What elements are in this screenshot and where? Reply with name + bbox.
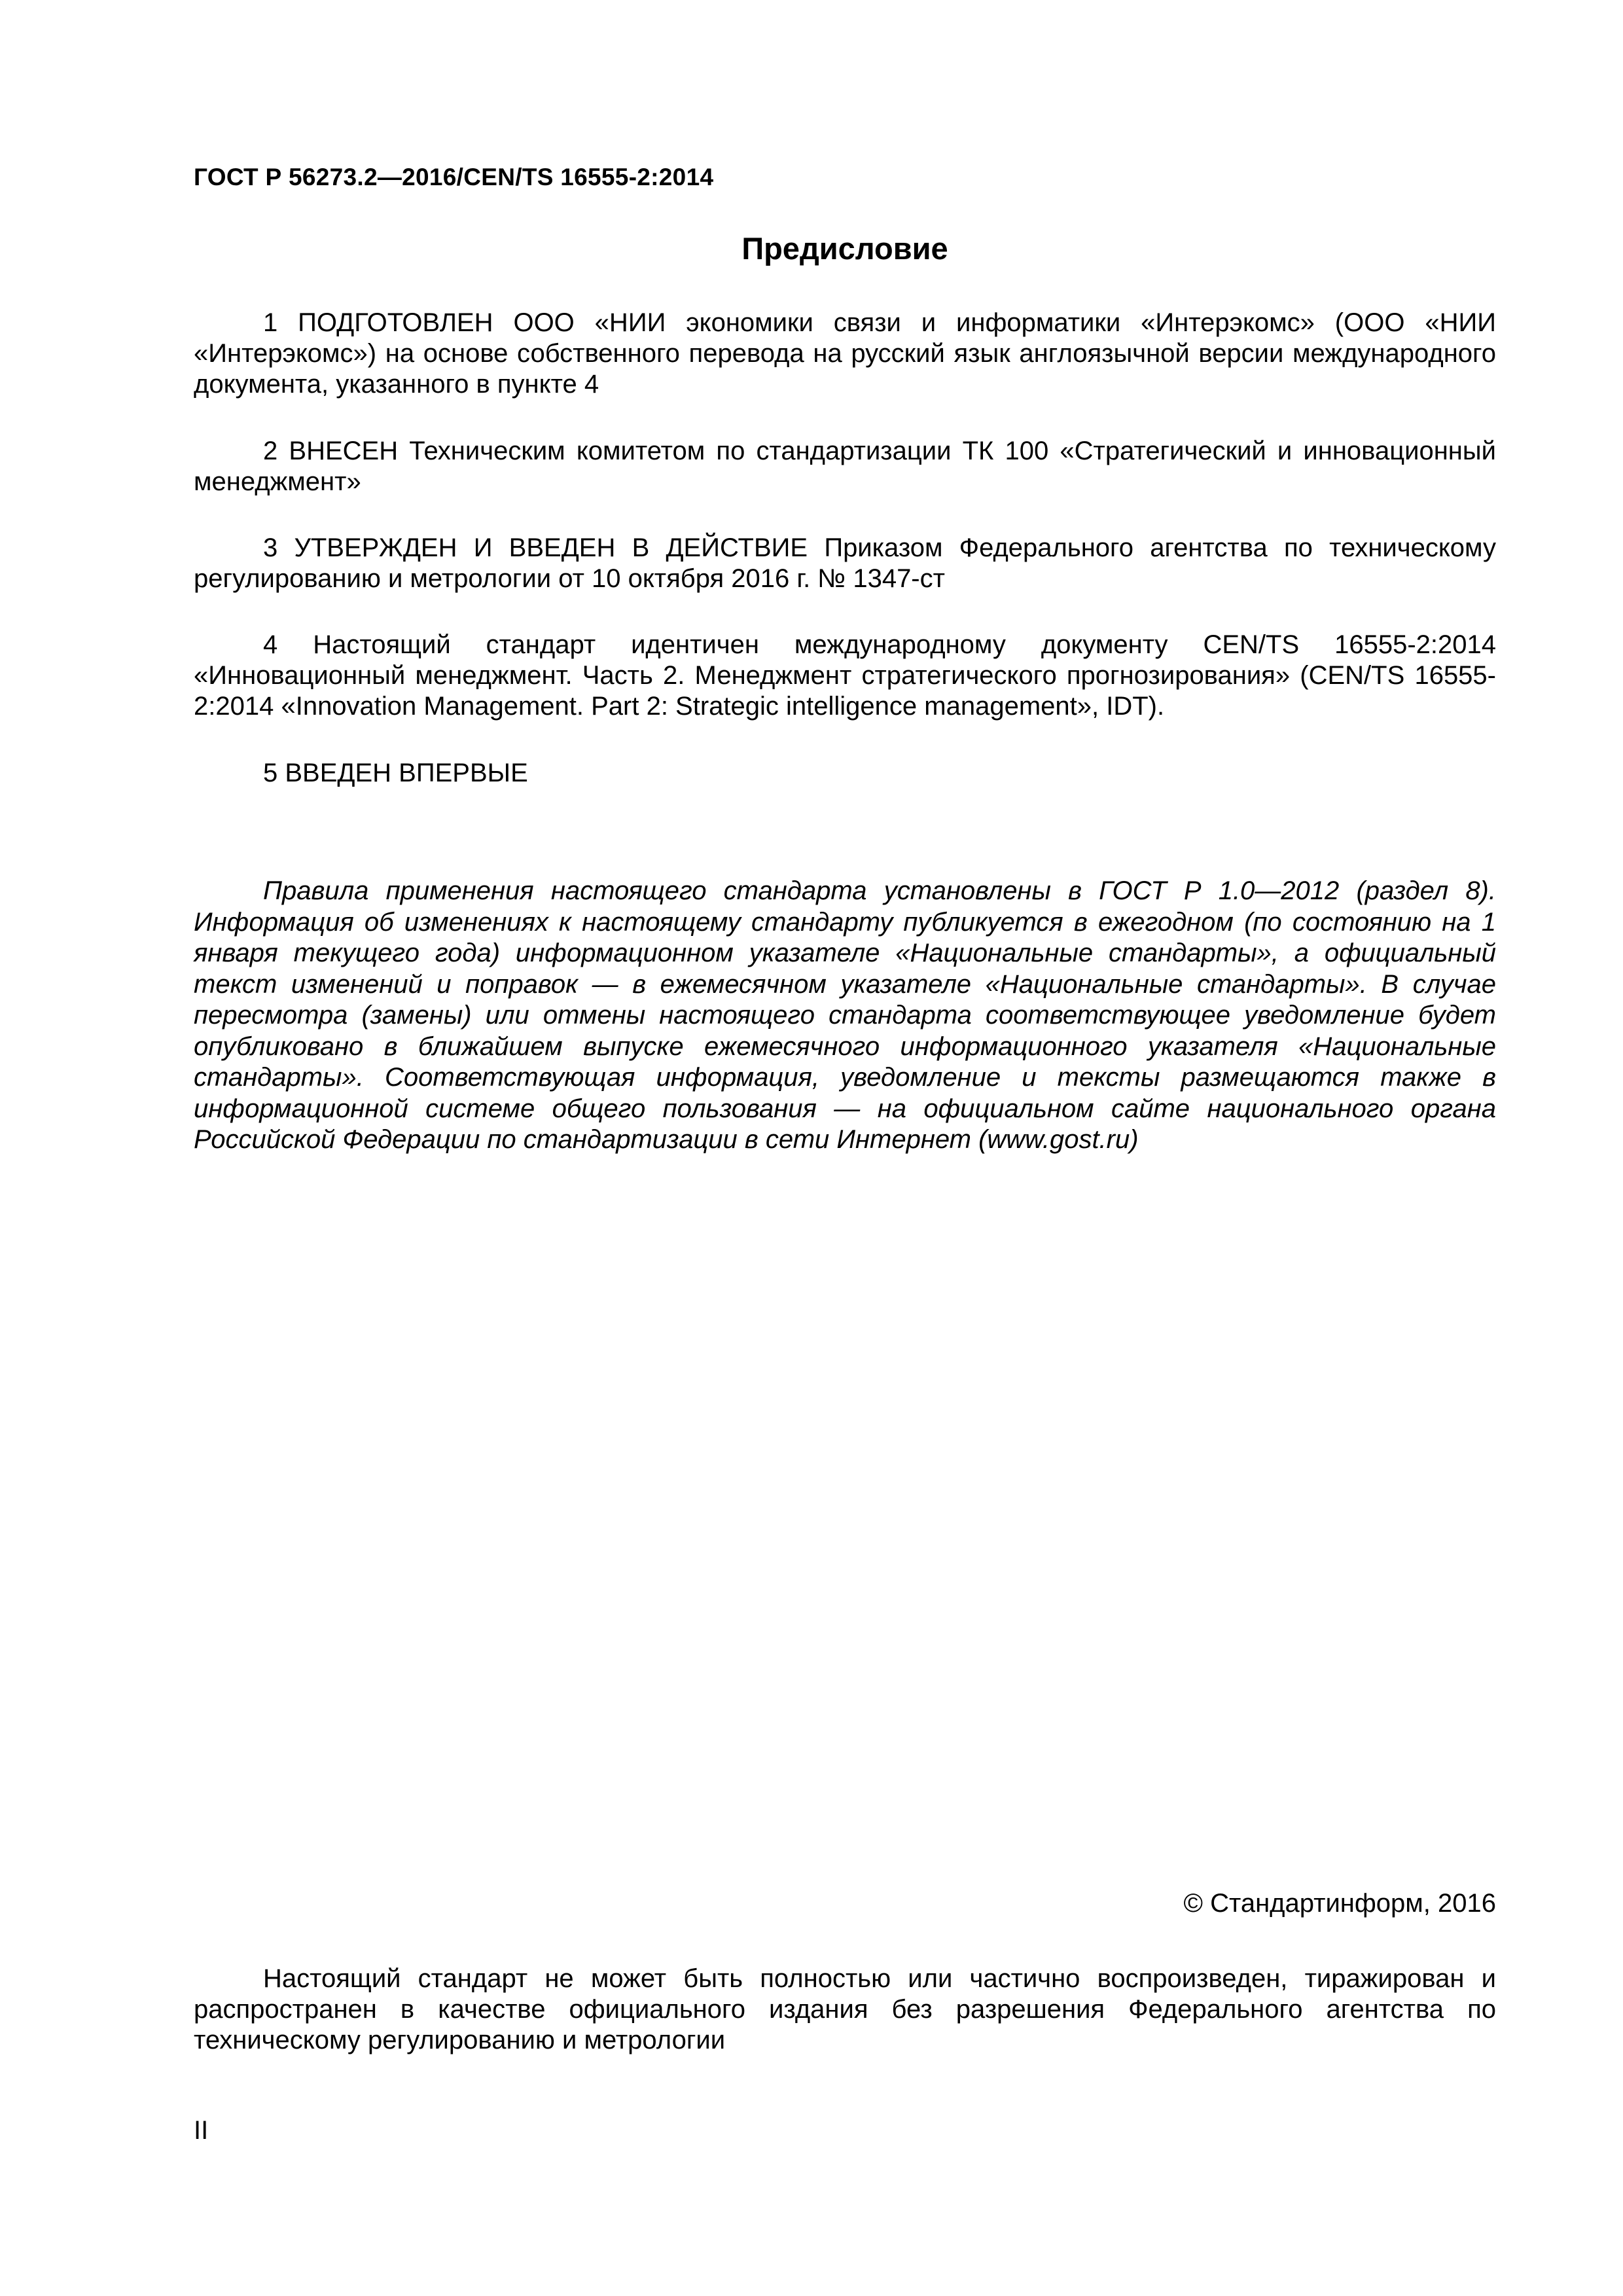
foreword-item-2	[194, 436, 1496, 497]
page-title: Предисловие	[741, 231, 948, 266]
foreword-item-3-lead: 3 УТВЕРЖДЕН И ВВЕДЕН В ДЕЙСТВИЕ	[263, 533, 808, 562]
foreword-item-4-text: Настоящий стандарт идентичен международному документу CEN/TS 16555-2:2014 «Инновационный менеджмент. Часть 2. Менеджмент стратегического прогнозирования» (CEN/TS 16555-2:2014 «Innovation Management. Part 2: Strategic intelligence management», IDT).	[194, 630, 1496, 721]
foreword-item-2-lead: 2 ВНЕСЕН	[263, 437, 399, 465]
foreword-item-2-text: Техническим комитетом по стандартизации ТК 100 «Стратегический и инновационный менеджмент»	[194, 437, 1496, 496]
copyright-line: © Стандартинформ, 2016	[1183, 1889, 1496, 1918]
foreword-item-4	[194, 630, 1496, 722]
foreword-item-5-lead: 5	[263, 759, 278, 787]
application-rules-notice: Правила применения настоящего стандарта установлены в ГОСТ Р 1.0—2012 (раздел 8). Информация об изменениях к настоящему стандарту публикуется в ежегодном (по состоянию на 1 января текущего года) информационном указателе «Национальные стандарты», а официальный текст изменений и поправок — в ежемесячном указателе «Национальные стандарты». В случае пересмотра (замены) или отмены настоящего стандарта соответствующее уведомление будет опубликовано в ближайшем выпуске ежемесячного информационного указателя «Национальные стандарты». Соответствующая информация, уведомление и тексты размещаются также в информационной системе общего пользования — на официальном сайте национального органа Российской Федерации по стандартизации в сети Интернет (www.gost.ru)	[194, 876, 1496, 1154]
document-code-header: ГОСТ Р 56273.2—2016/CEN/TS 16555-2:2014	[194, 164, 714, 190]
foreword-item-3	[194, 533, 1496, 594]
foreword-item-5	[194, 758, 1496, 789]
foreword-item-3-text: Приказом Федерального агентства по техническому регулированию и метрологии от 10 октября 2016 г. № 1347-ст	[194, 533, 1496, 593]
reproduction-notice: Настоящий стандарт не может быть полностью или частично воспроизведен, тиражирован и распространен в качестве официального издания без разрешения Федерального агентства по техническому регулированию и метрологии	[194, 1964, 1496, 2054]
foreword-item-1-text: ООО «НИИ экономики связи и информатики «Интерэкомс» (ООО «НИИ «Интерэкомс») на основе собственного перевода на русский язык англоязычной версии международного документа, указанного в пункте 4	[194, 308, 1496, 399]
foreword-item-4-lead: 4	[263, 630, 278, 659]
page-number: II	[194, 2116, 209, 2145]
foreword-item-1-lead: 1 ПОДГОТОВЛЕН	[263, 308, 493, 337]
foreword-item-1	[194, 308, 1496, 400]
foreword-item-5-text: ВВЕДЕН ВПЕРВЫЕ	[285, 759, 528, 787]
